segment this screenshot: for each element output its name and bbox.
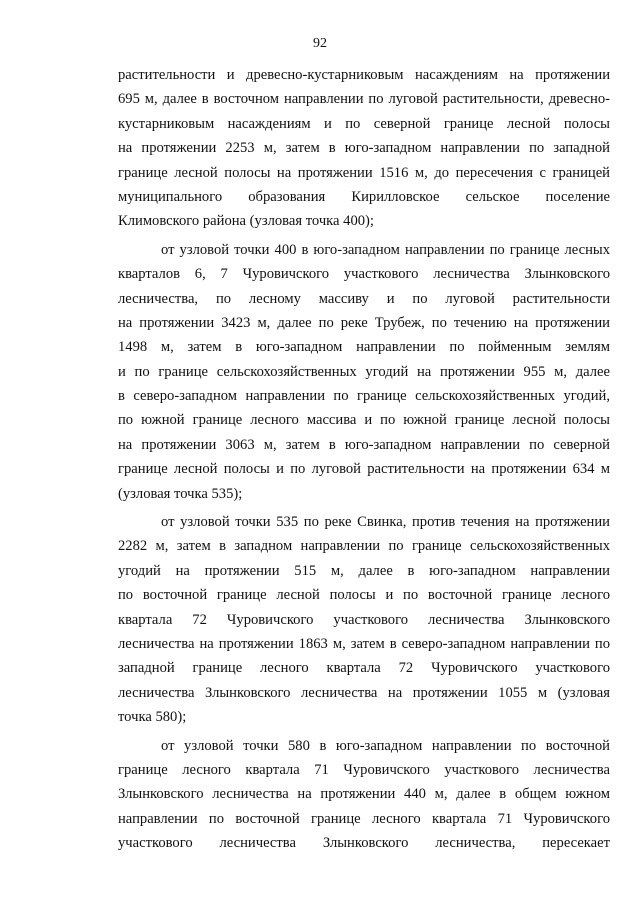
text-line: границе лесного квартала 71 Чуровичского участкового лесничества: [118, 761, 610, 778]
text-line: границе лесной полосы и по луговой растительности на протяжении 634 м: [118, 461, 610, 478]
text-line: растительности и древесно-кустарниковым насаждениям на протяжении: [118, 67, 610, 83]
text-line: по южной границе лесного массива и по южной границе лесной полосы: [118, 412, 610, 429]
text-line: западной границе лесного квартала 72 Чуровичского участкового: [118, 660, 610, 677]
page-number: 92: [313, 36, 327, 51]
text-line: 1498 м, затем в юго-западном направлении по пойменным землям: [118, 339, 610, 356]
text-line: по восточной границе лесной полосы и по восточной границе лесного: [118, 587, 610, 604]
text-line: на протяжении 3063 м, затем в юго-западном направлении по северной: [118, 436, 610, 453]
text-line: и по границе сельскохозяйственных угодий на протяжении 955 м, далее: [118, 363, 610, 380]
text-line: границе лесной полосы на протяжении 1516 м, до пересечения с границей: [118, 164, 610, 181]
text-line: квартала 72 Чуровичского участкового лесничества Злынковского: [118, 611, 610, 628]
text-line: от узловой точки 535 по реке Свинка, против течения на протяжении: [161, 514, 610, 531]
text-line: кустарниковым насаждениям и по северной границе лесной полосы: [118, 115, 610, 132]
text-line: точка 580);: [118, 709, 187, 726]
text-line: угодий на протяжении 515 м, далее в юго-западном направлении: [118, 562, 610, 579]
text-line: (узловая точка 535);: [118, 485, 243, 502]
paragraph: [118, 734, 610, 856]
text-line: Злынковского лесничества на протяжении 440 м, далее в общем южном: [118, 786, 610, 803]
paragraph: [118, 238, 610, 506]
text-line: на протяжении 3423 м, далее по реке Трубеж, по течению на протяжении: [118, 314, 610, 331]
text-line: лесничества Злынковского лесничества на протяжении 1055 м (узловая: [118, 684, 610, 701]
text-line: от узловой точки 580 в юго-западном направлении по восточной: [161, 737, 610, 754]
text-line: направлении по восточной границе лесного квартала 71 Чуровичского: [118, 810, 610, 827]
paragraph: [118, 510, 610, 730]
text-line: от узловой точки 400 в юго-западном направлении по границе лесных: [161, 241, 610, 258]
text-line: лесничества на протяжении 1863 м, затем в северо-западном направлении по: [118, 635, 610, 652]
text-line: 2282 м, затем в западном направлении по границе сельскохозяйственных: [118, 538, 610, 555]
paragraph: [118, 63, 610, 234]
document-body: [118, 63, 610, 856]
text-line: кварталов 6, 7 Чуровичского участкового лесничества Злынковского: [118, 266, 610, 283]
text-line: участкового лесничества Злынковского лесничества, пересекает: [118, 835, 610, 852]
text-line: Климовского района (узловая точка 400);: [118, 213, 374, 230]
text-line: лесничества, по лесному массиву и по луговой растительности: [118, 290, 610, 307]
text-line: в северо-западном направлении по границе сельскохозяйственных угодий,: [118, 388, 610, 405]
text-line: муниципального образования Кирилловское сельское поселение: [118, 188, 610, 205]
text-line: на протяжении 2253 м, затем в юго-западном направлении по западной: [118, 140, 610, 157]
text-line: 695 м, далее в восточном направлении по луговой растительности, древесно-: [118, 91, 610, 108]
